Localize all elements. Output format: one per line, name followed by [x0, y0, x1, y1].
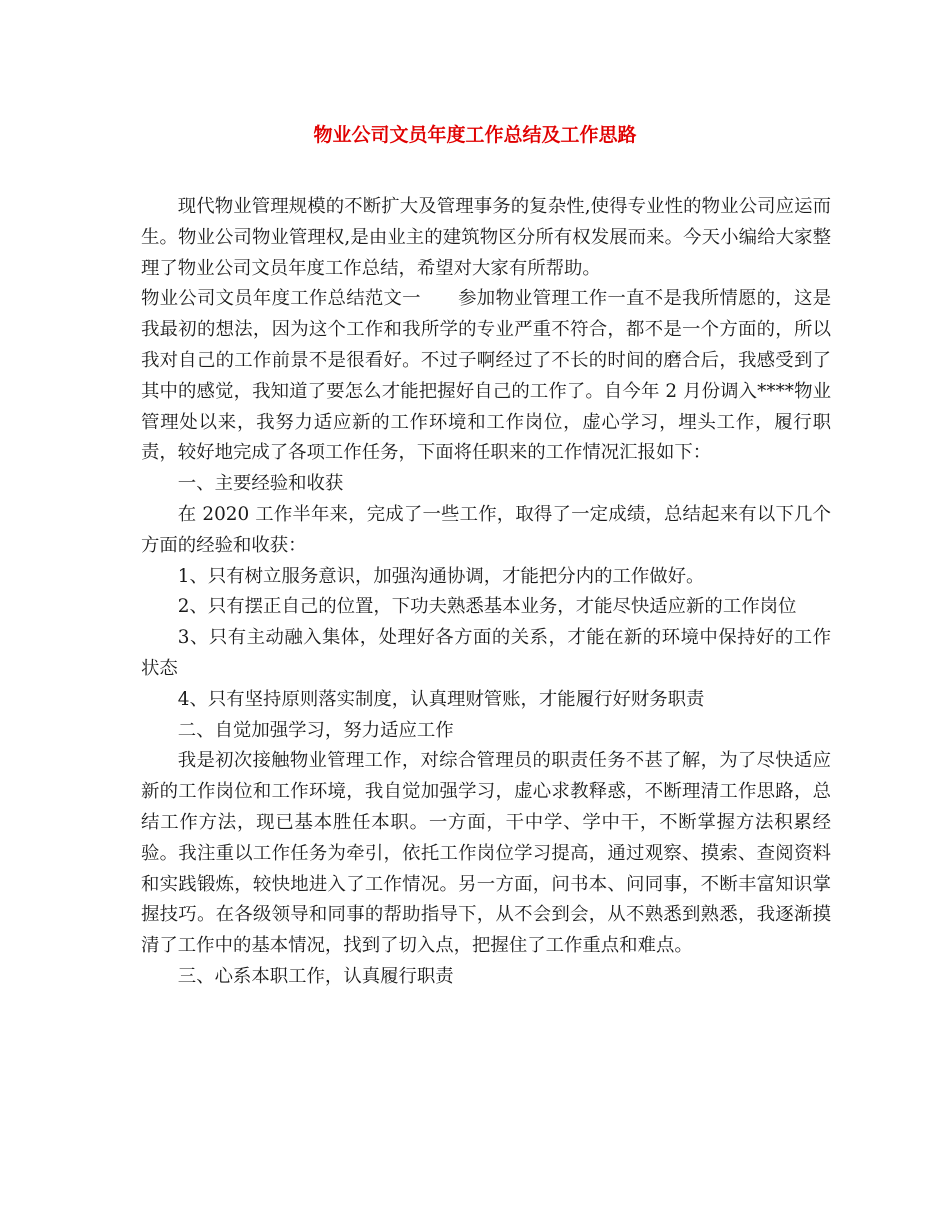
- list-item-4: 4、只有坚持原则落实制度，认真理财管账，才能履行好财务职责: [177, 688, 705, 710]
- paragraph-2020: 在 2020 工作半年来，完成了一些工作，取得了一定成绩，总结起来有以下几个方面的经验和收获：: [141, 503, 831, 556]
- document-body: [141, 192, 831, 993]
- list-item-3: 3、只有主动融入集体，处理好各方面的关系，才能在新的环境中保持好的工作状态: [141, 627, 831, 679]
- paragraph-study: 我是初次接触物业管理工作，对综合管理员的职责任务不甚了解，为了尽快适应新的工作岗位和工作环境，我自觉加强学习，虚心求教释惑，不断理清工作思路，总结工作方法，现已基本胜任本职。一方面，干中学、学中干，不断掌握方法积累经验。我注重以工作任务为牵引，依托工作岗位学习提高，通过观察、摸索、查阅资料和实践锻炼，较快地进入了工作情况。另一方面，问书本、问同事，不断丰富知识掌握技巧。在各级领导和同事的帮助指导下，从不会到会，从不熟悉到熟悉，我逐渐摸清了工作中的基本情况，找到了切入点，把握住了工作重点和难点。: [141, 750, 831, 957]
- section-heading-3: 三、心系本职工作，认真履行职责: [177, 965, 454, 987]
- section-heading-2: 二、自觉加强学习，努力适应工作: [177, 719, 454, 741]
- paragraph-sample-one: 物业公司文员年度工作总结范文一 参加物业管理工作一直不是我所情愿的，这是我最初的想法，因为这个工作和我所学的专业严重不符合，都不是一个方面的，所以我对自己的工作前景不是很看好。不过子啊经过了不长的时间的磨合后，我感受到了其中的感觉，我知道了要怎么才能把握好自己的工作了。自今年 2 月份调入****物业管理处以来，我努力适应新的工作环境和工作岗位，虚心学习，埋头工作，履行职责，较好地完成了各项工作任务，下面将任职来的工作情况汇报如下：: [141, 288, 831, 464]
- list-item-2: 2、只有摆正自己的位置，下功夫熟悉基本业务，才能尽快适应新的工作岗位: [177, 596, 797, 618]
- section-heading-1: 一、主要经验和收获: [177, 473, 344, 495]
- paragraph-intro: 现代物业管理规模的不断扩大及管理事务的复杂性,使得专业性的物业公司应运而生。物业公司物业管理权,是由业主的建筑物区分所有权发展而来。今天小编给大家整理了物业公司文员年度工作总结，希望对大家有所帮助。: [141, 196, 831, 279]
- document-title: 物业公司文员年度工作总结及工作思路: [313, 124, 637, 146]
- list-item-1: 1、只有树立服务意识，加强沟通协调，才能把分内的工作做好。: [177, 565, 705, 587]
